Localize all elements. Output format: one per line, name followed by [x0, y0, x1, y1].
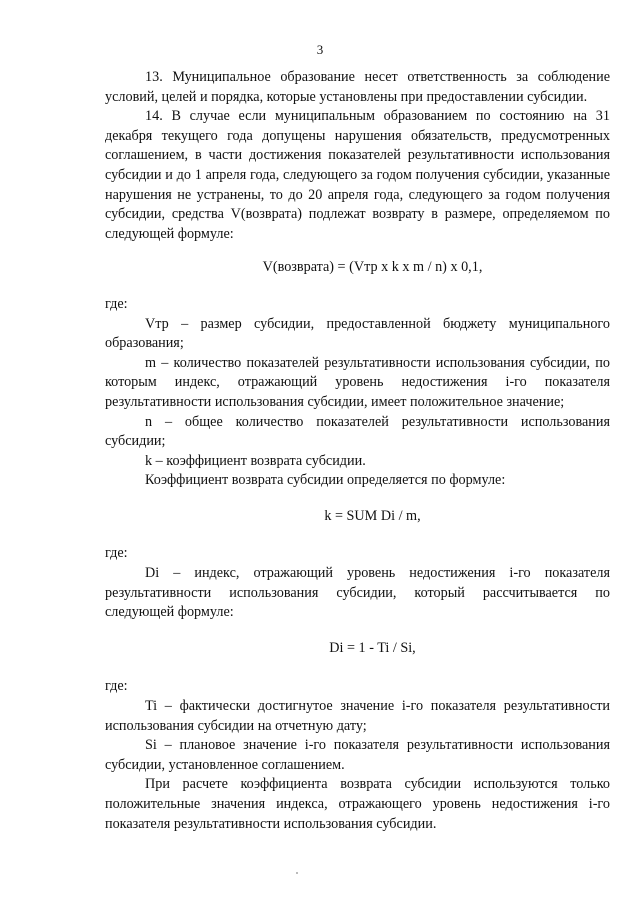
- where-label-3: где:: [105, 678, 128, 695]
- formula-index: Di = 1 - Ti / Si,: [329, 639, 416, 656]
- definition-vtr: Vтр – размер субсидии, предоставленной бюджету муниципального образования;: [105, 315, 610, 352]
- closing-paragraph: При расчете коэффициента возврата субсидии используются только положительные значения индекса, отражающего уровень недостижения i-го показателя результативности использования субсидии.: [105, 776, 610, 832]
- definition-m: m – количество показателей результативности использования субсидии, по которым индекс, отражающий уровень недостижения i-го показателя результативности использования субсидии, имеет положительное значение;: [105, 354, 610, 410]
- definition-si: Si – плановое значение i-го показателя результативности использования субсидии, установленное соглашением.: [105, 737, 610, 773]
- paragraph-13: 13. Муниципальное образование несет ответственность за соблюдение условий, целей и порядка, которые установлены при предоставлении субсидии.: [105, 69, 610, 105]
- scan-speck: [296, 872, 298, 874]
- document-body: [105, 68, 610, 834]
- formula-coefficient: k = SUM Di / m,: [324, 507, 421, 524]
- definition-ti: Ti – фактически достигнутое значение i-го показателя результативности использования субсидии на отчетную дату;: [105, 698, 610, 734]
- page-number: 3: [316, 42, 324, 57]
- formula-return-amount: V(возврата) = (Vтр x k x m / n) x 0,1,: [262, 259, 483, 276]
- coefficient-intro: Коэффициент возврата субсидии определяется по формуле:: [145, 472, 506, 489]
- definition-n: n – общее количество показателей результативности использования субсидии;: [105, 413, 610, 450]
- paragraph-14: 14. В случае если муниципальным образованием по состоянию на 31 декабря текущего года допущены нарушения обязательств, предусмотренных соглашением, в части достижения показателей результативности использования субсидии и до 1 апреля года, следующего за годом получения субсидии, указанные нарушения не устранены, то до 20 апреля года, следующего за годом получения субсидии, средства V(возврата) подлежат возврату в размере, определяемом по следующей формуле:: [105, 108, 610, 242]
- where-label-2: где:: [105, 545, 128, 562]
- definition-k: k – коэффициент возврата субсидии.: [145, 452, 366, 469]
- where-label-1: где:: [105, 295, 128, 312]
- definition-di: Di – индекс, отражающий уровень недостижения i-го показателя результативности использования субсидии, который рассчитывается по следующей формуле:: [105, 565, 610, 621]
